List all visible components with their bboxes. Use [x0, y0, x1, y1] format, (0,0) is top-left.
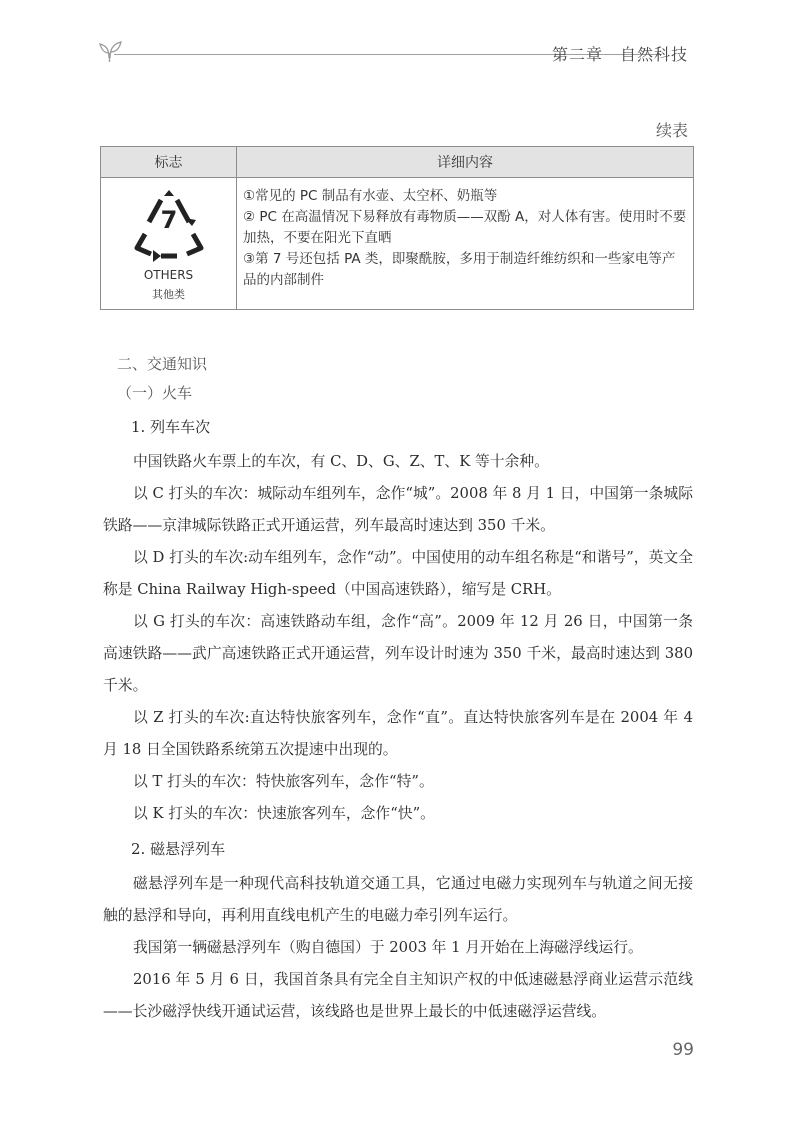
symbol-cell: [101, 178, 237, 309]
page-header: [96, 36, 696, 76]
paragraph: 磁悬浮列车是一种现代高科技轨道交通工具，它通过电磁力实现列车与轨道之间无接触的悬浮和导向，再利用直线电机产生的电磁力牵引列车运行。: [103, 875, 693, 924]
symbol-label-zh: 其他类: [152, 288, 185, 301]
chapter-title: 第二章 自然科技: [551, 45, 688, 64]
paragraph: 以 Z 打头的车次:直达特快旅客列车，念作“直”。直达特快旅客列车是在 2004 年 4 月 18 日全国铁路系统第五次提速中出现的。: [103, 709, 693, 758]
details-cell: [237, 178, 693, 309]
table-header-details: 详细内容: [437, 155, 493, 171]
paragraph: 中国铁路火车票上的车次，有 C、D、G、Z、T、K 等十余种。: [133, 453, 549, 470]
detail-item: ③第 7 号还包括 PA 类，即聚酰胺，多用于制造纤维纺织和一些家电等产品的内部制件: [243, 251, 676, 288]
paragraph: 以 D 打头的车次:动车组列车，念作“动”。中国使用的动车组名称是“和谐号”，英文全称是 China Railway High-speed（中国高速铁路），缩写是 CRH。: [103, 549, 693, 598]
subsection-title: （一）火车: [117, 384, 193, 402]
sprout-icon: [96, 36, 126, 64]
symbol-table: [100, 146, 694, 310]
symbol-label-en: OTHERS: [143, 268, 194, 282]
paragraph: 以 C 打头的车次：城际动车组列车，念作“城”。2008 年 8 月 1 日，中国第一条城际铁路——京津城际铁路正式开通运营，列车最高时速达到 350 千米。: [103, 485, 693, 534]
body-text: [103, 350, 693, 1028]
paragraph: 以 T 打头的车次：特快旅客列车，念作“特”。: [133, 773, 434, 790]
continued-label: 续表: [655, 121, 688, 140]
paragraph: 2016 年 5 月 6 日，我国首条具有完全自主知识产权的中低速磁悬浮商业运营示范线——长沙磁浮快线开通试运营，该线路也是世界上最长的中低速磁浮运营线。: [103, 971, 693, 1020]
paragraph: 以 K 打头的车次：快速旅客列车，念作“快”。: [133, 805, 435, 822]
page-number: 99: [672, 1040, 694, 1060]
table-row: [101, 178, 693, 309]
sub1-title: 1. 列车车次: [131, 418, 211, 436]
detail-item: ② PC 在高温情况下易释放有毒物质——双酚 A，对人体有害。使用时不要加热，不要在阳光下直晒: [243, 209, 687, 246]
detail-item: ①常见的 PC 制品有水壶、太空杯、奶瓶等: [243, 188, 498, 204]
paragraph: 以 G 打头的车次：高速铁路动车组，念作“高”。2009 年 12 月 26 日，中国第一条高速铁路——武广高速铁路正式开通运营，列车设计时速为 350 千米，最高时速达到 380 千米。: [103, 613, 693, 694]
sub2-title: 2. 磁悬浮列车: [131, 840, 226, 858]
table-header: [101, 147, 693, 178]
recycle-number: 7: [160, 206, 178, 234]
section-title: 二、交通知识: [117, 355, 208, 373]
paragraph: 我国第一辆磁悬浮列车（购自德国）于 2003 年 1 月开始在上海磁浮线运行。: [133, 939, 643, 956]
table-header-symbol: 标志: [101, 147, 237, 177]
